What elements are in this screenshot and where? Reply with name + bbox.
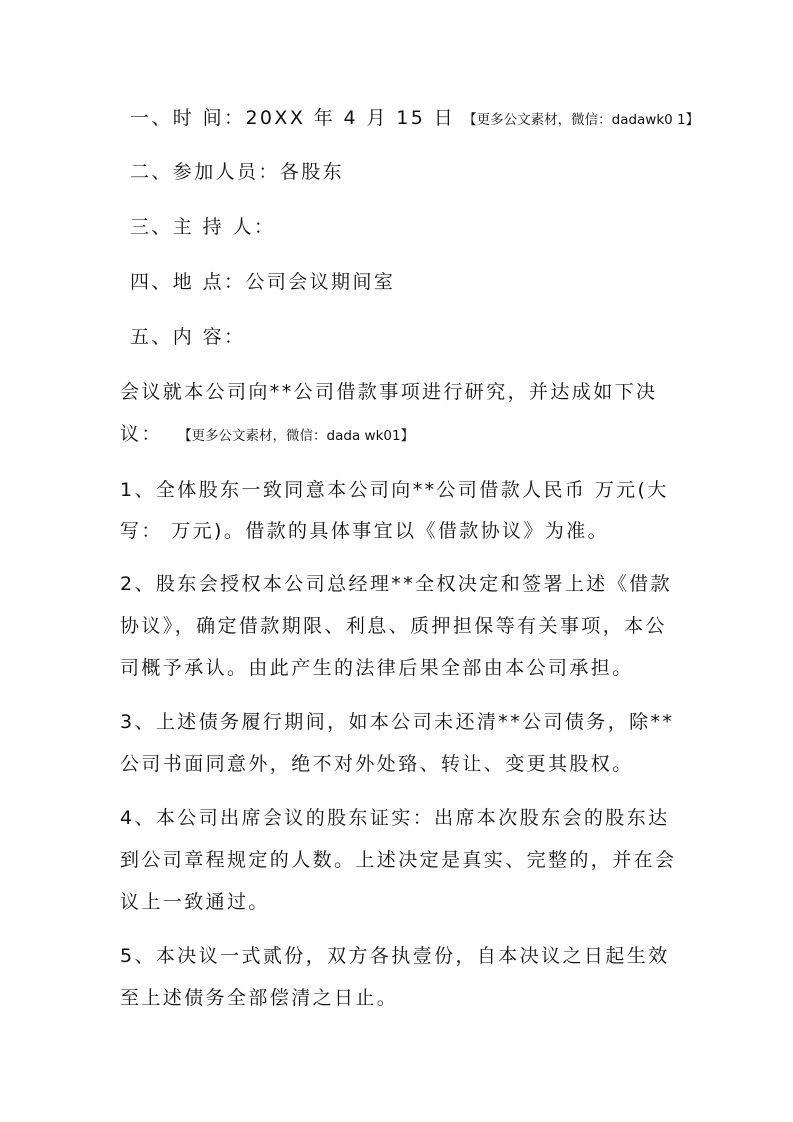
resolution-5-line-1: 5、本决议一式贰份，双方各执壹份，自本决议之日起生效 <box>120 945 670 967</box>
intro-line-1: 会议就本公司向**公司借款事项进行研究，并达成如下决 <box>120 381 658 403</box>
meeting-host: 三、主 持 人： <box>130 216 276 238</box>
intro-line-2-text: 议： <box>120 423 163 445</box>
resolution-3-line-1: 3、上述债务履行期间，如本公司未还清**公司债务，除** <box>120 711 675 733</box>
resolution-2-line-3: 司概予承认。由此产生的法律后果全部由本公司承担。 <box>120 657 634 679</box>
meeting-attendees: 二、参加人员：各股东 <box>130 161 345 183</box>
meeting-time-text: 一、时 间：20XX 年 4 月 15 日 <box>130 107 456 129</box>
material-note: 【更多公文素材，微信：dadawk0 1】 <box>463 112 700 128</box>
resolution-4-line-2: 到公司章程规定的人数。上述决定是真实、完整的，并在会 <box>120 849 677 871</box>
resolution-3-line-2: 公司书面同意外，绝不对外处臵、转让、变更其股权。 <box>120 753 634 775</box>
resolution-1-line-1: 1、全体股东一致同意本公司向**公司借款人民币 万元(大 <box>120 479 669 501</box>
resolution-1-line-2: 写： 万元)。借款的具体事宜以《借款协议》为准。 <box>120 520 610 542</box>
resolution-2-line-2: 协议》，确定借款期限、利息、质押担保等有关事项，本公 <box>120 615 667 637</box>
resolution-5-line-2: 至上述债务全部偿清之日止。 <box>120 987 399 1009</box>
intro-line-2 <box>120 420 414 450</box>
meeting-location: 四、地 点：公司会议期间室 <box>130 271 396 293</box>
resolution-4-line-3: 议上一致通过。 <box>120 891 270 913</box>
meeting-content-label: 五、内 容： <box>130 326 246 348</box>
resolution-2-line-1: 2、股东会授权本公司总经理**全权决定和签署上述《借款 <box>120 573 672 595</box>
meeting-time <box>130 104 699 134</box>
material-note: 【更多公文素材，微信：dada wk01】 <box>184 428 415 444</box>
resolution-4-line-1: 4、本公司出席会议的股东证实：出席本次股东会的股东达 <box>120 807 670 829</box>
